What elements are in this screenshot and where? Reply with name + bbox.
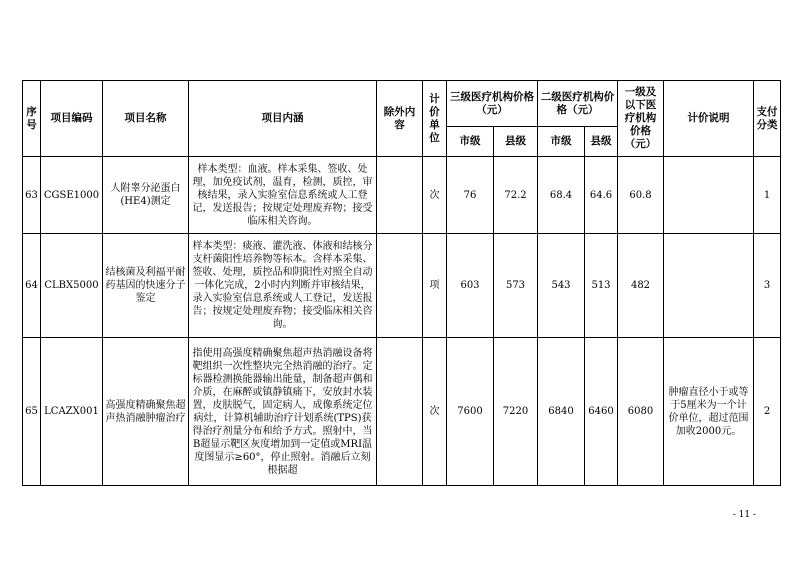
- cell-t3-county: 7220: [494, 338, 538, 486]
- cell-code: LCAZX001: [41, 338, 103, 486]
- header-pay: 支付分类: [754, 81, 781, 157]
- header-tier2-city: 市级: [538, 127, 585, 157]
- table-row: [23, 157, 781, 234]
- cell-t3-county: 573: [494, 234, 538, 338]
- header-unit: 计价单位: [423, 81, 447, 157]
- header-tier3-city: 市级: [447, 127, 494, 157]
- cell-t3-city: 76: [447, 157, 494, 234]
- cell-t2-county: 64.6: [585, 157, 618, 234]
- cell-content: 指使用高强度精确聚焦超声热消融设备将靶组织一次性整块完全热消融的治疗。定标器检测换能器输出能量，制备超声偶和介质，在麻醉或镇静镇痛下，安放封水装置，皮肤脱气，固定病人，成像系统定位病灶，计算机辅助治疗计划系统(TPS)获得治疗剂量分布和给予方式。照射中，当B超显示靶区灰度增加到一定值或MRI温度图显示≥60°，停止照射。消融后立刻根据超: [189, 338, 377, 486]
- cell-unit: 项: [423, 234, 447, 338]
- cell-note: [664, 157, 754, 234]
- cell-t1: 60.8: [618, 157, 664, 234]
- cell-unit: 次: [423, 338, 447, 486]
- cell-seq: 65: [23, 338, 41, 486]
- cell-note: 肿瘤直径小于或等于5厘米为一个计价单位，超过范围加收2000元。: [664, 338, 754, 486]
- cell-t2-city: 68.4: [538, 157, 585, 234]
- cell-seq: 63: [23, 157, 41, 234]
- header-content: 项目内涵: [189, 81, 377, 157]
- header-tier3-county: 县级: [494, 127, 538, 157]
- cell-t2-city: 543: [538, 234, 585, 338]
- cell-note: [664, 234, 754, 338]
- cell-name: 高强度精确聚焦超声热消融肿瘤治疗: [103, 338, 189, 486]
- header-seq: 序号: [23, 81, 41, 157]
- cell-unit: 次: [423, 157, 447, 234]
- cell-exclusion: [377, 338, 423, 486]
- table-row: [23, 234, 781, 338]
- cell-pay: 2: [754, 338, 781, 486]
- cell-t1: 482: [618, 234, 664, 338]
- cell-name: 人附睾分泌蛋白(HE4)测定: [103, 157, 189, 234]
- header-exclusion: 除外内容: [377, 81, 423, 157]
- cell-name: 结核菌及利福平耐药基因的快速分子鉴定: [103, 234, 189, 338]
- header-tier2: 二级医疗机构价格（元）: [538, 81, 618, 127]
- cell-code: CLBX5000: [41, 234, 103, 338]
- cell-exclusion: [377, 157, 423, 234]
- cell-seq: 64: [23, 234, 41, 338]
- price-table: [22, 80, 781, 486]
- cell-content: 样本类型：痰液、灌洗液、体液和结核分支杆菌阳性培养物等标本。含样本采集、签收、处理，质控品和阴阳性对照全自动一体化完成，2小时内判断并审核结果，录入实验室信息系统或人工登记，发送报告；按规定处理废弃物；接受临床相关咨询。: [189, 234, 377, 338]
- cell-t2-city: 6840: [538, 338, 585, 486]
- cell-code: CGSE1000: [41, 157, 103, 234]
- cell-pay: 1: [754, 157, 781, 234]
- header-code: 项目编码: [41, 81, 103, 157]
- header-note: 计价说明: [664, 81, 754, 157]
- page-number: - 11 -: [732, 510, 756, 520]
- cell-t3-city: 603: [447, 234, 494, 338]
- cell-t1: 6080: [618, 338, 664, 486]
- header-tier3: 三级医疗机构价格（元）: [447, 81, 538, 127]
- table-row: [23, 338, 781, 486]
- header-tier2-county: 县级: [585, 127, 618, 157]
- cell-exclusion: [377, 234, 423, 338]
- header-name: 项目名称: [103, 81, 189, 157]
- cell-content: 样本类型：血液。样本采集、签收、处理，加免疫试剂，温育，检测，质控，审核结果，录入实验室信息系统或人工登记，发送报告；按规定处理废弃物；接受临床相关咨询。: [189, 157, 377, 234]
- cell-t2-county: 513: [585, 234, 618, 338]
- cell-t2-county: 6460: [585, 338, 618, 486]
- cell-pay: 3: [754, 234, 781, 338]
- cell-t3-city: 7600: [447, 338, 494, 486]
- header-tier1: 一级及以下医疗机构价格（元）: [618, 81, 664, 157]
- cell-t3-county: 72.2: [494, 157, 538, 234]
